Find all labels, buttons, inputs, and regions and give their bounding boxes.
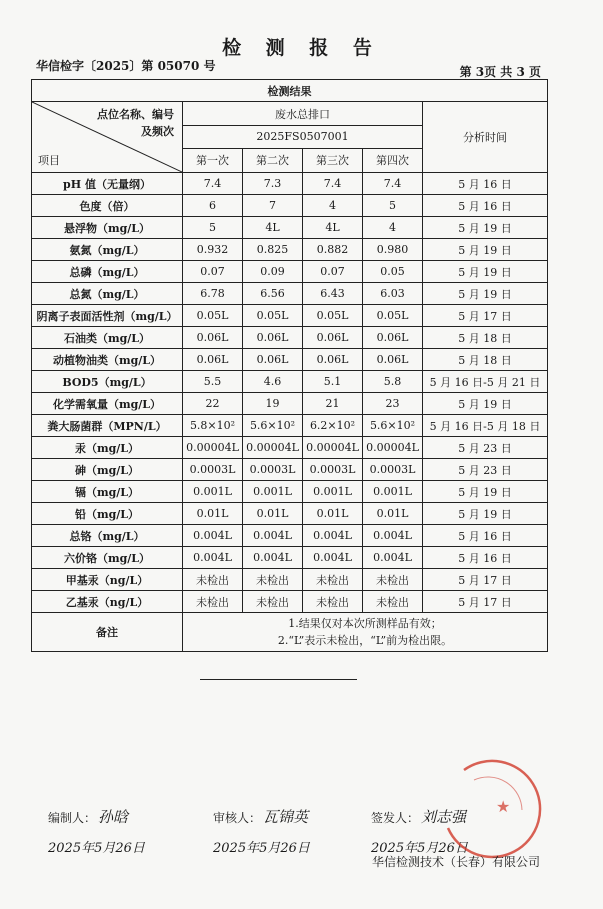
result-cell-4: 0.06L xyxy=(363,327,423,349)
result-cell-2: 0.06L xyxy=(243,349,303,371)
table-row xyxy=(32,569,548,591)
result-cell-1: 0.004L xyxy=(183,525,243,547)
result-cell-3: 0.06L xyxy=(303,349,363,371)
analysis-time-cell: 5 月 17 日 xyxy=(423,591,548,613)
table-row xyxy=(32,349,548,371)
table-row xyxy=(32,173,548,195)
result-cell-1: 0.01L xyxy=(183,503,243,525)
item-name-cell: 六价铬（mg/L） xyxy=(32,547,183,569)
table-row xyxy=(32,305,548,327)
result-cell-3: 6.2×10² xyxy=(303,415,363,437)
result-cell-3: 未检出 xyxy=(303,569,363,591)
result-cell-4: 0.004L xyxy=(363,547,423,569)
result-cell-1: 0.05L xyxy=(183,305,243,327)
result-cell-2: 0.09 xyxy=(243,261,303,283)
result-cell-3: 6.43 xyxy=(303,283,363,305)
table-row xyxy=(32,481,548,503)
result-cell-2: 7 xyxy=(243,195,303,217)
issuer-label: 签发人： xyxy=(371,811,420,825)
sample-code: 2025FS0507001 xyxy=(183,126,423,148)
freq-header-4: 第四次 xyxy=(363,148,423,172)
table-row xyxy=(32,437,548,459)
result-cell-1: 未检出 xyxy=(183,569,243,591)
item-name-cell: 石油类（mg/L） xyxy=(32,327,183,349)
table-row xyxy=(32,415,548,437)
issuer-name: 刘志强 xyxy=(421,808,467,826)
analysis-time-cell: 5 月 17 日 xyxy=(423,569,548,591)
result-cell-2: 未检出 xyxy=(243,591,303,613)
table-row xyxy=(32,283,548,305)
result-cell-3: 0.01L xyxy=(303,503,363,525)
result-cell-2: 0.01L xyxy=(243,503,303,525)
result-cell-1: 5.8×10² xyxy=(183,415,243,437)
analysis-time-cell: 5 月 18 日 xyxy=(423,349,548,371)
results-table xyxy=(31,79,548,652)
table-row xyxy=(32,503,548,525)
item-name-cell: 镉（mg/L） xyxy=(32,481,183,503)
location-name: 废水总排口 xyxy=(183,102,423,126)
company-name: 华信检测技术（长春）有限公司 xyxy=(372,855,541,869)
remarks-content xyxy=(183,613,548,652)
corner-header-top xyxy=(97,106,174,140)
item-name-cell: 粪大肠菌群（MPN/L） xyxy=(32,415,183,437)
remark-line: 1.结果仅对本次所测样品有效； xyxy=(288,617,442,630)
analysis-time-cell: 5 月 23 日 xyxy=(423,459,548,481)
analysis-time-cell: 5 月 16 日-5 月 21 日 xyxy=(423,371,548,393)
analysis-time-cell: 5 月 16 日 xyxy=(423,173,548,195)
result-cell-3: 0.004L xyxy=(303,525,363,547)
analysis-time-cell: 5 月 19 日 xyxy=(423,503,548,525)
result-cell-4: 23 xyxy=(363,393,423,415)
report-title: 检 测 报 告 xyxy=(222,37,381,59)
corner-header-line2: 及频次 xyxy=(141,125,174,138)
result-cell-2: 0.004L xyxy=(243,547,303,569)
item-name-cell: 总磷（mg/L） xyxy=(32,261,183,283)
result-cell-2: 19 xyxy=(243,393,303,415)
analysis-time-cell: 5 月 16 日 xyxy=(423,547,548,569)
result-cell-2: 0.06L xyxy=(243,327,303,349)
freq-header-3: 第三次 xyxy=(303,148,363,172)
item-name-cell: 阴离子表面活性剂（mg/L） xyxy=(32,305,183,327)
result-cell-3: 0.882 xyxy=(303,239,363,261)
result-cell-4: 0.980 xyxy=(363,239,423,261)
result-cell-4: 5 xyxy=(363,195,423,217)
freq-header-1: 第一次 xyxy=(183,148,243,172)
table-row xyxy=(32,547,548,569)
item-name-cell: 铅（mg/L） xyxy=(32,503,183,525)
svg-text:★: ★ xyxy=(496,797,511,816)
remarks-label: 备注 xyxy=(32,613,183,652)
remarks-row xyxy=(32,613,548,652)
result-cell-3: 0.07 xyxy=(303,261,363,283)
item-name-cell: 汞（mg/L） xyxy=(32,437,183,459)
table-row xyxy=(32,525,548,547)
table-row xyxy=(32,195,548,217)
result-cell-3: 0.0003L xyxy=(303,459,363,481)
result-cell-4: 4 xyxy=(363,217,423,239)
compiler-label: 编制人： xyxy=(48,811,97,825)
result-cell-3: 5.1 xyxy=(303,371,363,393)
analysis-time-cell: 5 月 16 日 xyxy=(423,525,548,547)
result-cell-2: 0.004L xyxy=(243,525,303,547)
result-cell-1: 0.06L xyxy=(183,327,243,349)
result-cell-1: 0.001L xyxy=(183,481,243,503)
result-cell-2: 未检出 xyxy=(243,569,303,591)
item-name-cell: 乙基汞（ng/L） xyxy=(32,591,183,613)
item-name-cell: 砷（mg/L） xyxy=(32,459,183,481)
result-cell-2: 6.56 xyxy=(243,283,303,305)
analysis-time-cell: 5 月 19 日 xyxy=(423,283,548,305)
result-cell-3: 0.004L xyxy=(303,547,363,569)
analysis-time-cell: 5 月 23 日 xyxy=(423,437,548,459)
result-cell-1: 0.00004L xyxy=(183,437,243,459)
item-name-cell: 总铬（mg/L） xyxy=(32,525,183,547)
result-cell-2: 4L xyxy=(243,217,303,239)
result-cell-4: 0.01L xyxy=(363,503,423,525)
result-cell-3: 4 xyxy=(303,195,363,217)
result-cell-4: 0.05L xyxy=(363,305,423,327)
result-cell-2: 4.6 xyxy=(243,371,303,393)
item-name-cell: BOD5（mg/L） xyxy=(32,371,183,393)
item-name-cell: pH 值（无量纲） xyxy=(32,173,183,195)
result-cell-4: 7.4 xyxy=(363,173,423,195)
section-title-row xyxy=(32,80,548,102)
result-cell-1: 6 xyxy=(183,195,243,217)
result-cell-2: 5.6×10² xyxy=(243,415,303,437)
result-cell-1: 6.78 xyxy=(183,283,243,305)
corner-header-bottom: 项目 xyxy=(38,154,60,167)
table-row xyxy=(32,261,548,283)
result-cell-2: 0.0003L xyxy=(243,459,303,481)
table-row xyxy=(32,459,548,481)
result-cell-4: 未检出 xyxy=(363,591,423,613)
result-cell-4: 0.05 xyxy=(363,261,423,283)
table-row xyxy=(32,239,548,261)
analysis-time-header: 分析时间 xyxy=(423,102,548,173)
result-cell-2: 0.05L xyxy=(243,305,303,327)
result-cell-4: 0.004L xyxy=(363,525,423,547)
result-cell-3: 0.001L xyxy=(303,481,363,503)
reviewer-label: 审核人： xyxy=(213,811,262,825)
analysis-time-cell: 5 月 16 日-5 月 18 日 xyxy=(423,415,548,437)
result-cell-4: 未检出 xyxy=(363,569,423,591)
analysis-time-cell: 5 月 19 日 xyxy=(423,393,548,415)
reviewer-date: 2025年5月26日 xyxy=(213,841,310,856)
item-name-cell: 动植物油类（mg/L） xyxy=(32,349,183,371)
result-cell-1: 0.932 xyxy=(183,239,243,261)
item-name-cell: 色度（倍） xyxy=(32,195,183,217)
compiler-signature xyxy=(48,806,145,856)
result-cell-3: 21 xyxy=(303,393,363,415)
corner-header-line1: 点位名称、编号 xyxy=(97,108,174,121)
table-row xyxy=(32,217,548,239)
result-cell-3: 未检出 xyxy=(303,591,363,613)
table-row xyxy=(32,371,548,393)
result-cell-3: 0.06L xyxy=(303,327,363,349)
analysis-time-cell: 5 月 16 日 xyxy=(423,195,548,217)
section-title: 检测结果 xyxy=(32,80,548,102)
result-cell-1: 未检出 xyxy=(183,591,243,613)
page-number: 第 3页 共 3 页 xyxy=(459,65,541,79)
corner-header-cell xyxy=(32,102,183,173)
document-number: 华信检字〔2025〕第 05070 号 xyxy=(36,59,216,73)
analysis-time-cell: 5 月 19 日 xyxy=(423,217,548,239)
result-cell-4: 6.03 xyxy=(363,283,423,305)
result-cell-1: 0.06L xyxy=(183,349,243,371)
result-cell-2: 0.825 xyxy=(243,239,303,261)
result-cell-2: 0.00004L xyxy=(243,437,303,459)
analysis-time-cell: 5 月 17 日 xyxy=(423,305,548,327)
result-cell-4: 0.00004L xyxy=(363,437,423,459)
analysis-time-cell: 5 月 19 日 xyxy=(423,239,548,261)
issuer-date: 2025年5月26日 xyxy=(371,841,468,856)
company-seal-stamp xyxy=(434,750,544,860)
item-name-cell: 化学需氧量（mg/L） xyxy=(32,393,183,415)
result-cell-1: 5.5 xyxy=(183,371,243,393)
remark-line: 2.“L”表示未检出，“L”前为检出限。 xyxy=(277,634,453,647)
result-cell-4: 0.0003L xyxy=(363,459,423,481)
result-cell-3: 7.4 xyxy=(303,173,363,195)
end-rule xyxy=(200,679,357,680)
item-name-cell: 总氮（mg/L） xyxy=(32,283,183,305)
result-cell-1: 0.0003L xyxy=(183,459,243,481)
analysis-time-cell: 5 月 18 日 xyxy=(423,327,548,349)
result-cell-2: 7.3 xyxy=(243,173,303,195)
result-cell-1: 0.07 xyxy=(183,261,243,283)
result-cell-1: 5 xyxy=(183,217,243,239)
result-cell-1: 0.004L xyxy=(183,547,243,569)
analysis-time-cell: 5 月 19 日 xyxy=(423,261,548,283)
result-cell-1: 22 xyxy=(183,393,243,415)
reviewer-name: 瓦锦英 xyxy=(263,808,309,826)
result-cell-1: 7.4 xyxy=(183,173,243,195)
reviewer-signature xyxy=(213,806,310,856)
compiler-name: 孙晗 xyxy=(98,808,129,826)
table-row xyxy=(32,393,548,415)
compiler-date: 2025年5月26日 xyxy=(48,841,145,856)
result-cell-4: 5.6×10² xyxy=(363,415,423,437)
result-cell-4: 0.001L xyxy=(363,481,423,503)
result-cell-3: 0.00004L xyxy=(303,437,363,459)
result-cell-4: 5.8 xyxy=(363,371,423,393)
table-row xyxy=(32,327,548,349)
item-name-cell: 悬浮物（mg/L） xyxy=(32,217,183,239)
freq-header-2: 第二次 xyxy=(243,148,303,172)
result-cell-3: 0.05L xyxy=(303,305,363,327)
item-name-cell: 氨氮（mg/L） xyxy=(32,239,183,261)
result-cell-3: 4L xyxy=(303,217,363,239)
result-cell-4: 0.06L xyxy=(363,349,423,371)
result-cell-2: 0.001L xyxy=(243,481,303,503)
table-row xyxy=(32,591,548,613)
item-name-cell: 甲基汞（ng/L） xyxy=(32,569,183,591)
analysis-time-cell: 5 月 19 日 xyxy=(423,481,548,503)
